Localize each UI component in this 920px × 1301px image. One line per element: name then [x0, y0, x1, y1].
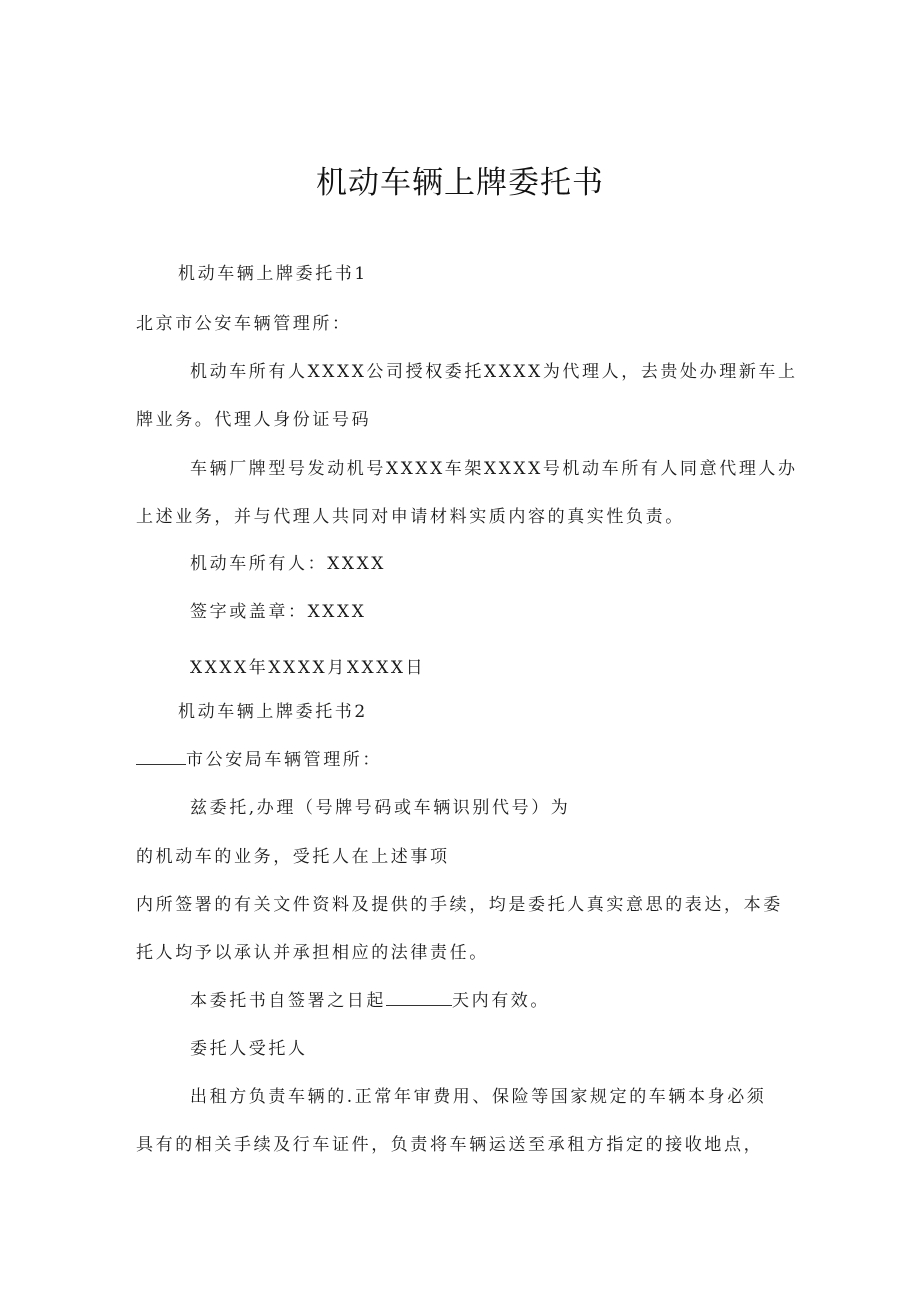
section1-heading: 机动车辆上牌委托书1	[178, 264, 368, 284]
section2-parties: 委托人受托人	[190, 1039, 308, 1059]
section2-para1-line2: 的机动车的业务，受托人在上述事项	[136, 847, 450, 867]
validity-prefix: 本委托书自签署之日起	[190, 991, 386, 1011]
section2-para2-line1: 出租方负责车辆的.正常年审费用、保险等国家规定的车辆本身必须	[190, 1087, 767, 1107]
section1-para2-line1: 车辆厂牌型号发动机号XXXX车架XXXX号机动车所有人同意代理人办	[190, 459, 798, 479]
section2-para1-line1: 兹委托,办理（号牌号码或车辆识别代号）为	[190, 798, 571, 818]
section2-para1-line3: 内所签署的有关文件资料及提供的手续，均是委托人真实意思的表达，本委	[136, 895, 783, 915]
validity-suffix: 天内有效。	[452, 991, 550, 1011]
section1-date: XXXX年XXXX月XXXX日	[190, 658, 426, 678]
section2-heading: 机动车辆上牌委托书2	[178, 702, 368, 722]
section1-signature: 签字或盖章：XXXX	[190, 602, 367, 622]
section2-addressee: 市公安局车辆管理所：	[186, 750, 382, 770]
section1-para1-line1: 机动车所有人XXXX公司授权委托XXXX为代理人，去贵处办理新车上	[190, 362, 798, 382]
document-title: 机动车辆上牌委托书	[316, 165, 604, 201]
section2-para1-line4: 托人均予以承认并承担相应的法律责任。	[136, 943, 489, 963]
validity-days-blank	[386, 991, 452, 1006]
section2-addressee-line	[136, 748, 382, 772]
section2-validity	[190, 989, 550, 1013]
section1-para2-line2: 上述业务，并与代理人共同对申请材料实质内容的真实性负责。	[136, 507, 685, 527]
section1-owner: 机动车所有人：XXXX	[190, 554, 387, 574]
section1-addressee: 北京市公安车辆管理所：	[136, 314, 352, 334]
section2-para2-line2: 具有的相关手续及行车证件，负责将车辆运送至承租方指定的接收地点，	[136, 1135, 764, 1155]
addressee-city-blank	[136, 750, 186, 765]
section1-para1-line2: 牌业务。代理人身份证号码	[136, 410, 372, 430]
